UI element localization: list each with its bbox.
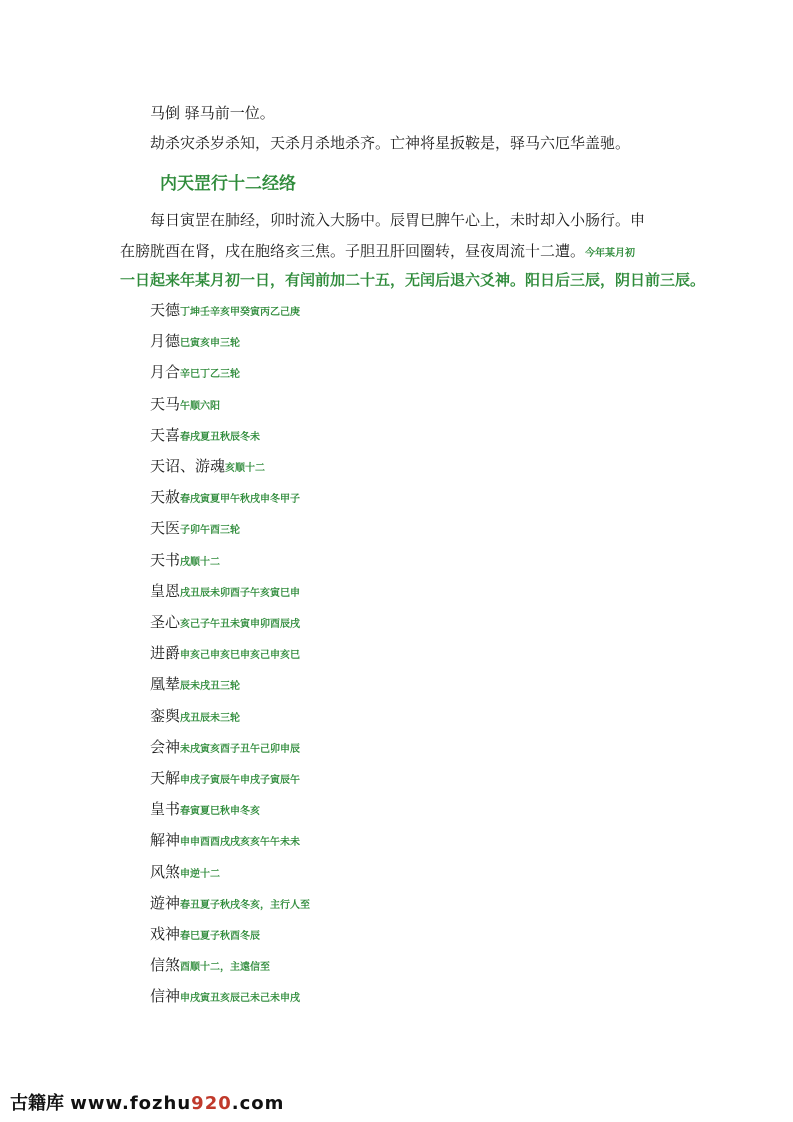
entry-name: 皇书 (150, 800, 181, 818)
paragraph-note-1: 今年某月初 (585, 248, 636, 259)
footer-url-number: 920 (191, 1093, 232, 1114)
entry-name: 天书 (150, 551, 181, 569)
entry-name: 天喜 (150, 426, 181, 444)
entry-name: 天德 (150, 301, 181, 319)
entry-row (150, 425, 260, 448)
entry-name: 进爵 (150, 644, 181, 662)
entry-row (150, 581, 300, 604)
entry-note: 戌顺十二 (180, 557, 221, 568)
entry-row (150, 955, 270, 978)
entry-row (150, 706, 240, 729)
paragraph-line-1: 每日寅罡在肺经，卯时流入大肠中。辰胃巳脾午心上，未时却入小肠行。申 (150, 211, 646, 229)
entry-note: 戌丑辰未卯酉子午亥寅巳申 (180, 588, 301, 599)
footer-url (70, 1093, 284, 1114)
entry-row (150, 986, 300, 1009)
entry-note: 辰未戌丑三轮 (180, 681, 241, 692)
entry-row (150, 799, 260, 822)
entry-note: 辛巳丁乙三轮 (180, 369, 241, 380)
intro-line-1: 马倒 驿马前一位。 (150, 104, 275, 122)
footer-url-suffix: .com (231, 1093, 285, 1114)
entry-row (150, 924, 260, 947)
entry-name: 会神 (150, 738, 181, 756)
entry-note: 春戌夏丑秋辰冬未 (180, 432, 261, 443)
entry-name: 天马 (150, 395, 181, 413)
entry-name: 信神 (150, 987, 181, 1005)
entry-row (150, 830, 300, 853)
entry-note: 巳寅亥申三轮 (180, 338, 241, 349)
entry-note: 丁坤壬辛亥甲癸寅丙乙己庚 (180, 307, 301, 318)
entry-note: 酉顺十二，主遠信至 (180, 962, 271, 973)
entry-note: 申申酉酉戌戌亥亥午午未未 (180, 837, 301, 848)
entry-note: 申戌寅丑亥辰己未己未申戌 (180, 993, 301, 1004)
paragraph-line-2-text: 在膀胱酉在肾，戌在胞络亥三焦。子胆丑肝回圈转，昼夜周流十二遭。 (120, 242, 586, 260)
entry-note: 未戌寅亥酉子丑午己卯申辰 (180, 744, 301, 755)
entry-note: 午顺六阳 (180, 401, 221, 412)
entry-note: 亥顺十二 (225, 463, 266, 474)
entry-row (150, 737, 300, 760)
entry-name: 风煞 (150, 863, 181, 881)
entry-name: 月合 (150, 363, 181, 381)
entry-name: 遊神 (150, 894, 181, 912)
entry-note: 春寅夏巳秋申冬亥 (180, 806, 261, 817)
entry-name: 戏神 (150, 925, 181, 943)
entry-note: 申亥己申亥巳申亥己申亥巳 (180, 650, 301, 661)
entry-row (150, 674, 240, 697)
entry-row (150, 394, 220, 417)
entry-name: 圣心 (150, 613, 181, 631)
entry-row (150, 862, 220, 885)
entry-note: 春戌寅夏甲午秋戌申冬甲子 (180, 494, 301, 505)
entry-row (150, 518, 240, 541)
entry-name: 月德 (150, 332, 181, 350)
footer-watermark (10, 1089, 284, 1115)
entry-note: 戌丑辰未三轮 (180, 713, 241, 724)
entry-name: 凰辇 (150, 675, 181, 693)
entry-row (150, 643, 300, 666)
entry-row (150, 331, 240, 354)
section-title: 内天罡行十二经络 (160, 174, 296, 194)
entry-name: 天医 (150, 519, 181, 537)
entry-row (150, 893, 310, 916)
footer-url-prefix: www.fozhu (70, 1093, 192, 1114)
paragraph-note-2: 一日起来年某月初一日，有闰前加二十五，无闰后退六爻神。阳日后三辰，阴日前三辰。 (120, 271, 706, 289)
paragraph-line-2 (120, 241, 635, 264)
entry-name: 信煞 (150, 956, 181, 974)
entry-note: 子卯午酉三轮 (180, 525, 241, 536)
entry-row (150, 612, 300, 635)
entry-note: 亥己子午丑未寅申卯酉辰戌 (180, 619, 301, 630)
intro-line-2: 劫杀灾杀岁杀知，天杀月杀地杀齐。亡神将星扳鞍是，驿马六厄华盖驰。 (150, 134, 631, 152)
entry-note: 春丑夏子秋戌冬亥，主行人至 (180, 900, 311, 911)
entry-row (150, 487, 300, 510)
footer-site-name: 古籍库 (10, 1093, 64, 1114)
entry-row (150, 362, 240, 385)
entry-name: 皇恩 (150, 582, 181, 600)
entry-row (150, 456, 265, 479)
entry-note: 春巳夏子秋酉冬辰 (180, 931, 261, 942)
entry-note: 申戌子寅辰午申戌子寅辰午 (180, 775, 301, 786)
entry-name: 銮舆 (150, 707, 181, 725)
entry-row (150, 300, 300, 323)
entry-row (150, 550, 220, 573)
entry-name: 天赦 (150, 488, 181, 506)
entry-row (150, 768, 300, 791)
entry-name: 天解 (150, 769, 181, 787)
entry-name: 解神 (150, 831, 181, 849)
entry-note: 申逆十二 (180, 869, 221, 880)
entry-name: 天诏、游魂 (150, 457, 226, 475)
